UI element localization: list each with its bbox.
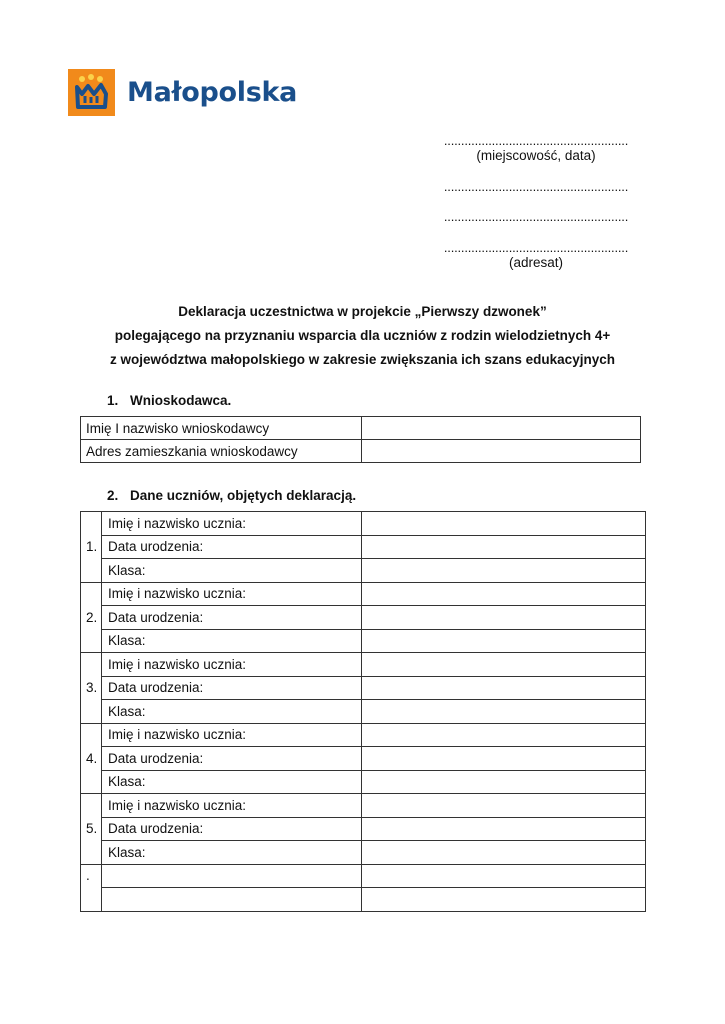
table-row [81, 629, 646, 653]
title-line-2: polegającego na przyznaniu wsparcia dla uczniów z rodzin wielodzietnych 4+ [114, 328, 611, 343]
section-2-heading [107, 488, 356, 503]
crown-logo-icon [68, 69, 115, 116]
addressee-block-2 [433, 210, 639, 224]
title-line-1: Deklaracja uczestnictwa w projekcie „Pierwszy dzwonek” [178, 304, 547, 319]
student-field-value[interactable] [362, 817, 646, 841]
table-row [81, 841, 646, 865]
brand-name: Małopolska [127, 77, 298, 108]
extra-student-index: . [81, 864, 102, 911]
student-field-value[interactable] [362, 700, 646, 724]
student-field-label: Imię i nazwisko ucznia: [102, 723, 362, 747]
addressee-caption: (adresat) [508, 255, 564, 270]
student-field-label: Klasa: [102, 841, 362, 865]
section-2-title: Dane uczniów, objętych deklaracją. [130, 488, 357, 503]
student-field-label: Data urodzenia: [102, 676, 362, 700]
table-row [81, 888, 646, 912]
student-field-value[interactable] [362, 582, 646, 606]
table-row [81, 606, 646, 630]
student-field-value[interactable] [362, 841, 646, 865]
student-field-value[interactable] [362, 723, 646, 747]
applicant-address-field[interactable] [362, 440, 641, 463]
student-field-value[interactable] [362, 794, 646, 818]
section-1-title: Wnioskodawca. [130, 393, 232, 408]
extra-field-label[interactable] [102, 888, 362, 912]
table-row [81, 676, 646, 700]
student-field-label: Imię i nazwisko ucznia: [102, 582, 362, 606]
applicant-address-label: Adres zamieszkania wnioskodawcy [81, 440, 362, 463]
student-field-label: Imię i nazwisko ucznia: [102, 512, 362, 536]
student-field-value[interactable] [362, 606, 646, 630]
table-row [81, 417, 641, 440]
student-field-value[interactable] [362, 747, 646, 771]
student-index: 2. [81, 582, 102, 653]
document-title [0, 300, 725, 372]
table-row [81, 747, 646, 771]
student-field-label: Data urodzenia: [102, 606, 362, 630]
section-1-number: 1. [107, 393, 119, 408]
student-field-value[interactable] [362, 770, 646, 794]
section-2-number: 2. [107, 488, 119, 503]
extra-field-value[interactable] [362, 864, 646, 888]
section-1-heading [107, 393, 231, 408]
student-field-label: Data urodzenia: [102, 535, 362, 559]
addressee-line-2[interactable]: ...................................................... [443, 210, 629, 224]
student-field-label: Klasa: [102, 629, 362, 653]
addressee-line-3[interactable]: ...................................................... [443, 241, 629, 255]
student-field-label: Data urodzenia: [102, 747, 362, 771]
place-date-caption: (miejscowość, data) [476, 148, 596, 163]
student-index: 1. [81, 512, 102, 583]
table-row [81, 582, 646, 606]
place-date-block [433, 134, 639, 164]
table-row [81, 723, 646, 747]
table-row [81, 817, 646, 841]
student-field-label: Klasa: [102, 700, 362, 724]
title-line-3: z województwa małopolskiego w zakresie zwiększania ich szans edukacyjnych [110, 352, 615, 367]
student-index: 5. [81, 794, 102, 865]
table-row [81, 653, 646, 677]
addressee-block-3 [433, 241, 639, 271]
student-field-label: Klasa: [102, 770, 362, 794]
extra-field-label[interactable] [102, 864, 362, 888]
table-row [81, 440, 641, 463]
student-field-label: Imię i nazwisko ucznia: [102, 794, 362, 818]
applicant-name-label: Imię I nazwisko wnioskodawcy [81, 417, 362, 440]
extra-field-value[interactable] [362, 888, 646, 912]
student-field-value[interactable] [362, 629, 646, 653]
table-row [81, 512, 646, 536]
applicant-name-field[interactable] [362, 417, 641, 440]
table-row [81, 535, 646, 559]
student-field-label: Data urodzenia: [102, 817, 362, 841]
table-row [81, 700, 646, 724]
applicant-table [80, 416, 641, 463]
table-row [81, 770, 646, 794]
student-field-value[interactable] [362, 535, 646, 559]
student-field-value[interactable] [362, 512, 646, 536]
students-table [80, 511, 646, 912]
table-row [81, 794, 646, 818]
student-field-value[interactable] [362, 676, 646, 700]
student-index: 3. [81, 653, 102, 724]
addressee-block [433, 180, 639, 194]
student-field-value[interactable] [362, 653, 646, 677]
student-field-label: Imię i nazwisko ucznia: [102, 653, 362, 677]
malopolska-logo [68, 69, 297, 116]
student-index: 4. [81, 723, 102, 794]
student-field-label: Klasa: [102, 559, 362, 583]
table-row [81, 559, 646, 583]
student-field-value[interactable] [362, 559, 646, 583]
place-date-line[interactable]: ...................................................... [443, 134, 629, 148]
addressee-line-1[interactable]: ...................................................... [443, 180, 629, 194]
table-row [81, 864, 646, 888]
